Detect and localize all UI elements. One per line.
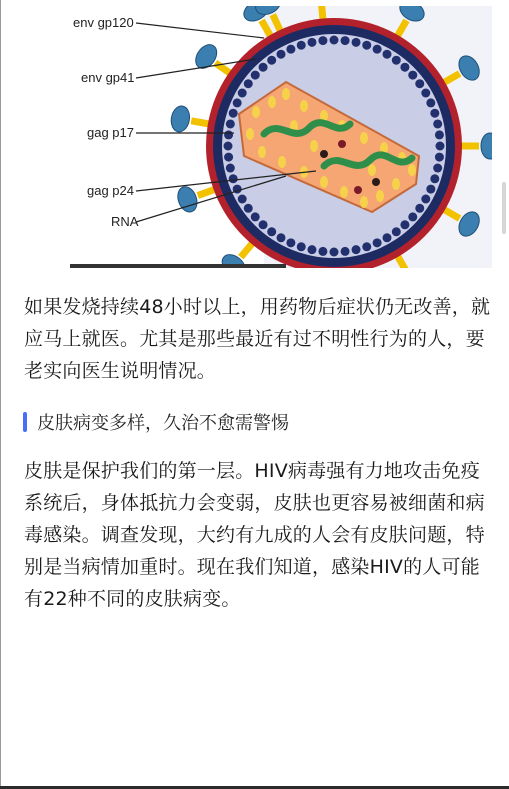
matrix-dot (430, 109, 439, 118)
cropped-caption-bar (70, 264, 286, 268)
matrix-dot (330, 248, 339, 257)
matrix-dot (307, 245, 316, 254)
matrix-dot (244, 204, 253, 213)
matrix-dot (259, 220, 268, 229)
matrix-dot (224, 153, 233, 162)
matrix-dot (373, 45, 382, 54)
matrix-dot (400, 63, 409, 72)
matrix-dot (408, 71, 417, 80)
matrix-dot (383, 50, 392, 59)
paragraph-skin: 皮肤是保护我们的第一层。HIV病毒强有力地攻击免疫系统后，身体抵抗力会变弱，皮肤也更容易被细菌和病毒感染。调查发现，大约有九成的人会有皮肤问题，特别是当病情加重时。现在我们知道，感染HIV的人可能有22种不同的皮肤病变。 (24, 460, 485, 610)
matrix-dot (267, 227, 276, 236)
matrix-dot (435, 153, 444, 162)
capsid-dot (320, 176, 328, 188)
matrix-dot (421, 195, 430, 204)
matrix-dot (251, 71, 260, 80)
matrix-dot (318, 36, 327, 45)
matrix-dot (224, 142, 233, 151)
capsid-dot (282, 88, 290, 100)
matrix-dot (392, 56, 401, 65)
matrix-dot (277, 233, 286, 242)
matrix-dot (297, 242, 306, 251)
frame-left-border (0, 0, 1, 789)
matrix-dot (436, 142, 445, 151)
section-accent-bar (23, 412, 27, 432)
matrix-dot (244, 79, 253, 88)
spike-stem (191, 121, 210, 124)
enzyme-dot (338, 140, 346, 148)
matrix-dot (435, 130, 444, 139)
matrix-dot (430, 174, 439, 183)
matrix-dot (400, 220, 409, 229)
rna-label: RNA (111, 214, 139, 229)
capsid-dot (360, 196, 368, 208)
matrix-dot (330, 36, 339, 45)
matrix-dot (408, 212, 417, 221)
p24-label: gag p24 (87, 183, 134, 198)
section-heading (24, 409, 496, 435)
matrix-dot (433, 164, 442, 173)
matrix-dot (259, 63, 268, 72)
matrix-dot (286, 45, 295, 54)
matrix-dot (362, 242, 371, 251)
scrollbar-thumb[interactable] (502, 182, 506, 234)
matrix-dot (341, 36, 350, 45)
capsid-dot (252, 106, 260, 118)
capsid-dot (340, 186, 348, 198)
matrix-dot (352, 38, 361, 47)
enzyme-dot (354, 186, 362, 194)
matrix-dot (233, 98, 242, 107)
matrix-dot (267, 56, 276, 65)
matrix-dot (229, 174, 238, 183)
spike-stem (321, 6, 323, 20)
matrix-dot (421, 89, 430, 98)
matrix-dot (238, 89, 247, 98)
matrix-dot (362, 41, 371, 50)
matrix-dot (415, 204, 424, 213)
p17-label: gag p17 (87, 125, 134, 140)
matrix-dot (286, 238, 295, 247)
enzyme-dot (320, 150, 328, 158)
matrix-dot (352, 245, 361, 254)
matrix-dot (297, 41, 306, 50)
matrix-dot (426, 185, 435, 194)
capsid-dot (246, 128, 254, 140)
paragraph-fever: 如果发烧持续48小时以上，用药物后症状仍无改善，就应马上就医。尤其是那些最近有过不明性行为的人，要老实向医生说明情况。 (24, 296, 491, 382)
matrix-dot (433, 119, 442, 128)
capsid-dot (368, 164, 376, 176)
matrix-dot (383, 233, 392, 242)
matrix-dot (251, 212, 260, 221)
capsid-dot (360, 132, 368, 144)
enzyme-dot (372, 178, 380, 186)
matrix-dot (277, 50, 286, 59)
capsid-dot (310, 140, 318, 152)
gp41-label: env gp41 (81, 70, 135, 85)
matrix-dot (392, 227, 401, 236)
hiv-virion-diagram (24, 6, 492, 268)
matrix-dot (415, 79, 424, 88)
capsid-dot (258, 146, 266, 158)
matrix-dot (224, 130, 233, 139)
matrix-dot (307, 38, 316, 47)
capsid-dot (376, 190, 384, 202)
gp120-label: env gp120 (73, 15, 134, 30)
matrix-dot (226, 119, 235, 128)
capsid-dot (278, 156, 286, 168)
article-body (24, 283, 496, 615)
capsid-dot (408, 164, 416, 176)
matrix-dot (318, 247, 327, 256)
capsid-dot (268, 96, 276, 108)
matrix-dot (426, 98, 435, 107)
matrix-dot (238, 195, 247, 204)
matrix-dot (229, 109, 238, 118)
section-title: 皮肤病变多样，久治不愈需警惕 (37, 413, 289, 434)
matrix-dot (226, 164, 235, 173)
capsid-dot (300, 100, 308, 112)
matrix-dot (341, 247, 350, 256)
capsid-dot (392, 178, 400, 190)
matrix-dot (373, 238, 382, 247)
